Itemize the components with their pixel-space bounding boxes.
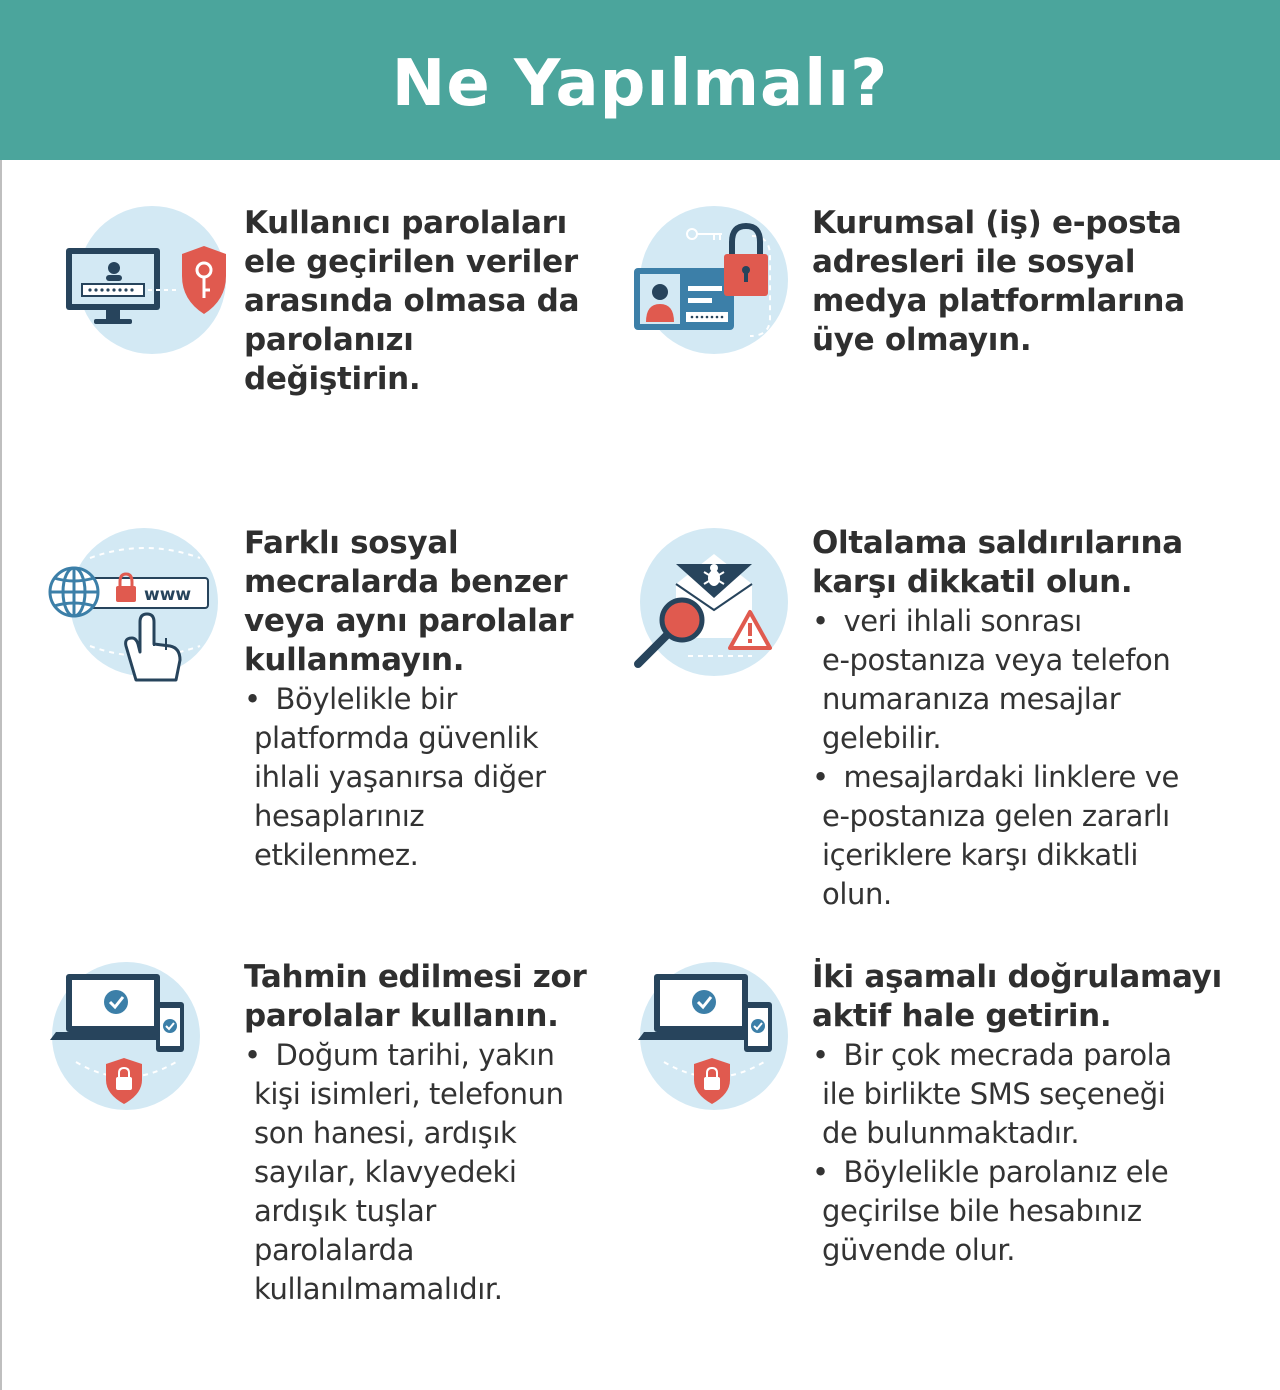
tip-bullets bbox=[812, 1036, 1252, 1270]
tip-title: Farklı sosyal mecralarda benzer veya aynı parolalar kullanmayın. bbox=[244, 525, 574, 678]
tip-bullets bbox=[812, 602, 1232, 914]
header-banner bbox=[0, 0, 1280, 160]
tip-title: İki aşamalı doğrulamayı aktif hale getirin. bbox=[812, 959, 1222, 1034]
bullet-item: • veri ihlali sonrası e-postanıza veya telefon numaranıza mesajlar gelebilir. bbox=[812, 602, 1232, 758]
tip-text bbox=[812, 204, 1212, 360]
phishing-envelope-icon bbox=[640, 528, 788, 676]
tip-text bbox=[244, 204, 604, 399]
bullet-item: • Doğum tarihi, yakın kişi isimleri, telefonun son hanesi, ardışık sayılar, klavyedeki ardışık tuşlar parolalarda kullanılmamalıdır. bbox=[244, 1036, 644, 1309]
tip-title: Kurumsal (iş) e-posta adresleri ile sosyal medya platformlarına üye olmayın. bbox=[812, 205, 1185, 358]
frame-border bbox=[0, 160, 2, 1390]
tip-text bbox=[812, 524, 1232, 914]
www-label: www bbox=[144, 585, 192, 605]
tip-title: Tahmin edilmesi zor parolalar kullanın. bbox=[244, 959, 587, 1034]
monitor-shield-icon bbox=[78, 206, 226, 354]
bullet-item: • Bir çok mecrada parola ile birlikte SMS seçeneği de bulunmaktadır. bbox=[812, 1036, 1252, 1153]
tip-title: Kullanıcı parolaları ele geçirilen veriler arasında olmasa da parolanızı değiştirin. bbox=[244, 205, 580, 397]
page-title: Ne Yapılmalı? bbox=[391, 47, 889, 121]
check-icon bbox=[104, 990, 128, 1014]
tip-bullets bbox=[244, 1036, 644, 1309]
tip-bullets bbox=[244, 680, 624, 875]
globe-www-hand-icon bbox=[70, 528, 218, 676]
bullet-item: • Böylelikle bir platformda güvenlik ihlali yaşanırsa diğer hesaplarınız etkilenmez. bbox=[244, 680, 624, 875]
laptop-phone-shield-icon bbox=[52, 962, 200, 1110]
tip-text bbox=[812, 958, 1252, 1270]
laptop-phone-shield-icon bbox=[640, 962, 788, 1110]
check-icon bbox=[692, 990, 716, 1014]
tip-title: Oltalama saldırılarına karşı dikkatil olun. bbox=[812, 525, 1183, 600]
tip-text bbox=[244, 958, 644, 1309]
bullet-item: • Böylelikle parolanız ele geçirilse bile hesabınız güvende olur. bbox=[812, 1153, 1252, 1270]
bullet-item: • mesajlardaki linklere ve e-postanıza gelen zararlı içeriklere karşı dikkatli olun. bbox=[812, 758, 1232, 914]
tip-text bbox=[244, 524, 624, 875]
id-card-lock-icon bbox=[640, 206, 788, 354]
